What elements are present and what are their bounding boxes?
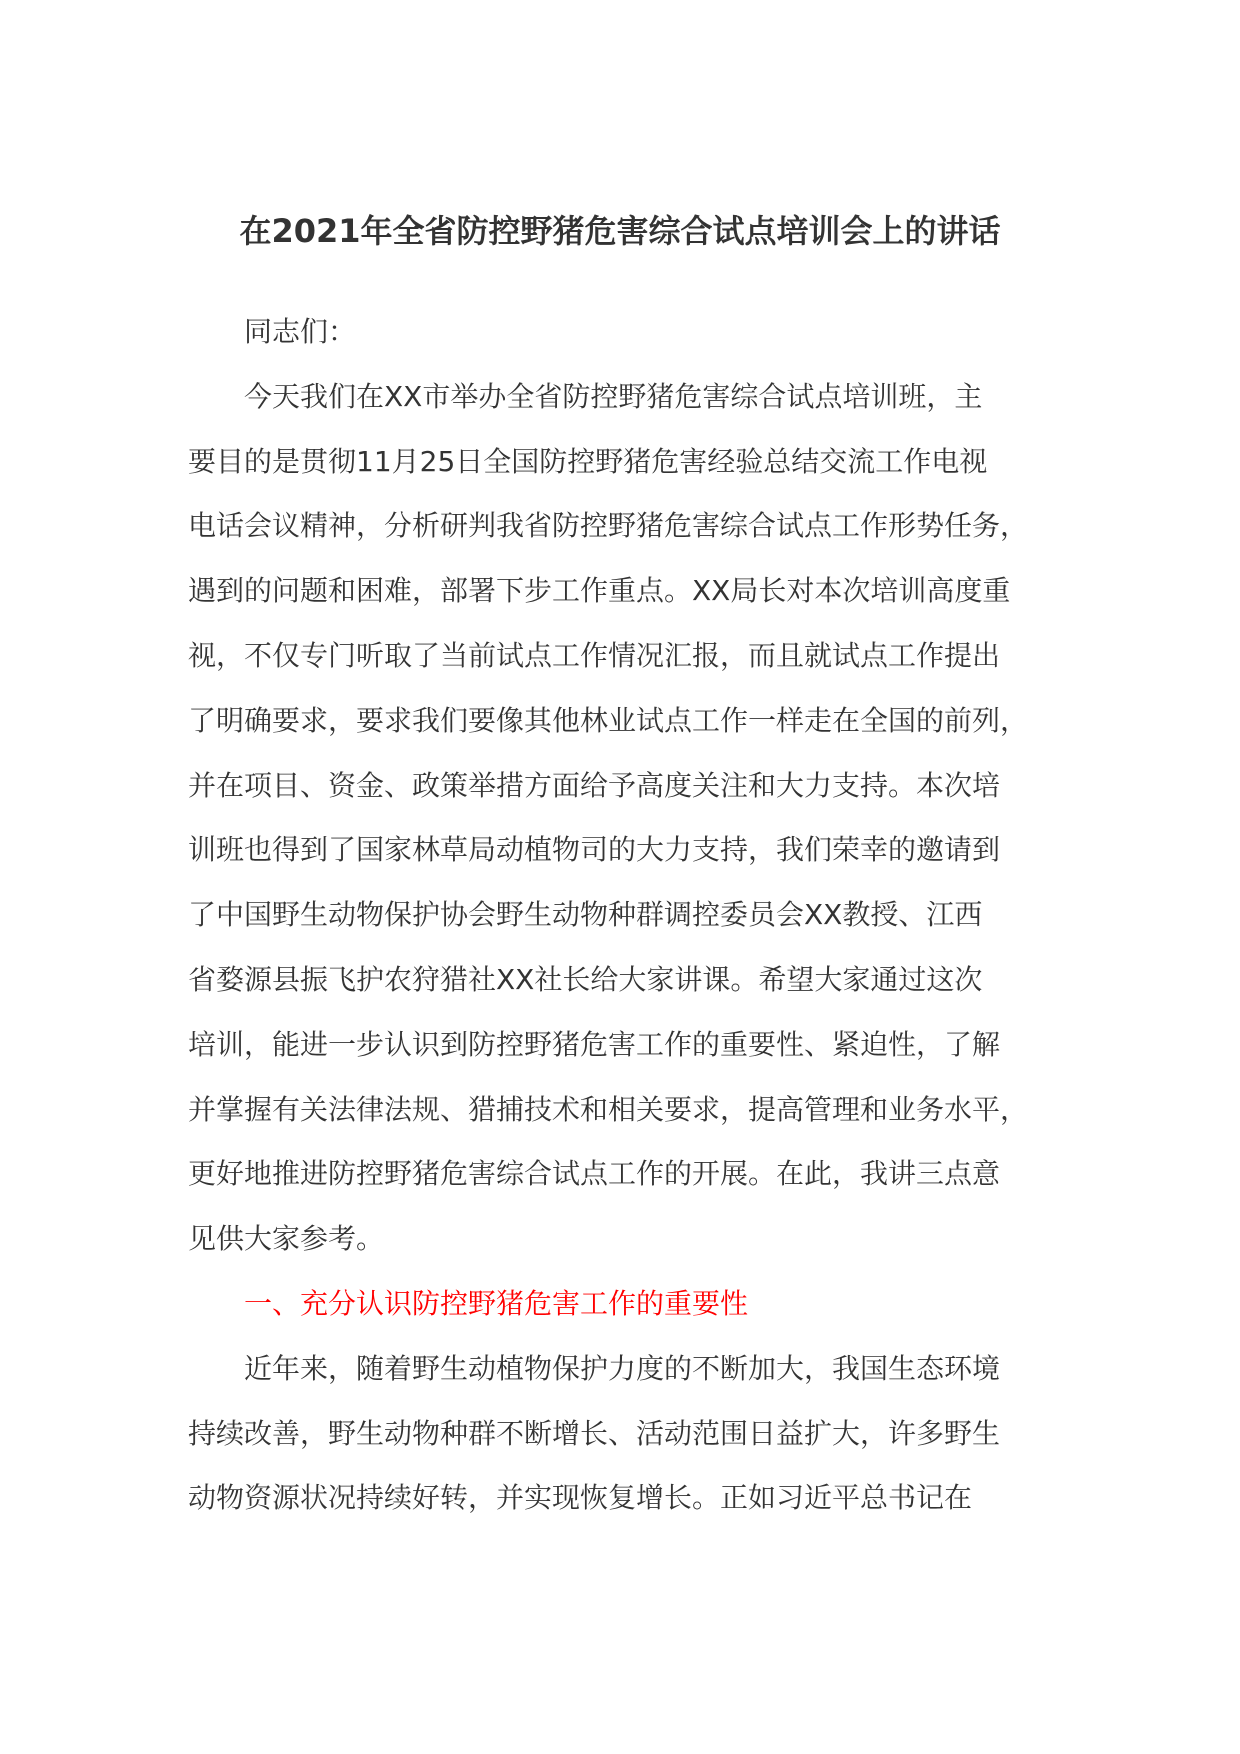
paragraph-line: 了中国野生动物保护协会野生动物种群调控委员会XX教授、江西 xyxy=(188,898,983,932)
paragraph-line: 遇到的问题和困难，部署下步工作重点。XX局长对本次培训高度重 xyxy=(188,574,1011,608)
paragraph-line: 要目的是贯彻11月25日全国防控野猪危害经验总结交流工作电视 xyxy=(188,444,988,478)
paragraph-line: 今天我们在XX市举办全省防控野猪危害综合试点培训班，主 xyxy=(244,379,983,413)
paragraph-line: 视，不仅专门听取了当前试点工作情况汇报，而且就试点工作提出 xyxy=(188,638,1001,672)
paragraph-line: 更好地推进防控野猪危害综合试点工作的开展。在此，我讲三点意 xyxy=(188,1157,1001,1191)
paragraph-intro xyxy=(188,365,1063,1272)
paragraph-line: 培训，能进一步认识到防控野猪危害工作的重要性、紧迫性，了解 xyxy=(188,1027,1001,1061)
document-body xyxy=(188,300,1063,1531)
paragraph-line: 动物资源状况持续好转，并实现恢复增长。正如习近平总书记在 xyxy=(188,1481,973,1515)
salutation: 同志们： xyxy=(244,315,357,348)
paragraph-line: 持续改善，野生动物种群不断增长、活动范围日益扩大，许多野生 xyxy=(188,1416,1001,1450)
paragraph-line: 见供大家参考。 xyxy=(188,1222,385,1256)
paragraph-line: 省婺源县振飞护农狩猎社XX社长给大家讲课。希望大家通过这次 xyxy=(188,962,983,996)
paragraph-line: 并在项目、资金、政策举措方面给予高度关注和大力支持。本次培 xyxy=(188,768,1001,802)
section-heading: 一、充分认识防控野猪危害工作的重要性 xyxy=(244,1286,749,1320)
paragraph-line: 训班也得到了国家林草局动植物司的大力支持，我们荣幸的邀请到 xyxy=(188,833,1001,867)
paragraph-section1 xyxy=(188,1337,1063,1531)
document-title: 在2021年全省防控野猪危害综合试点培训会上的讲话 xyxy=(239,212,1001,250)
paragraph-line: 近年来，随着野生动植物保护力度的不断加大，我国生态环境 xyxy=(244,1351,1001,1385)
paragraph-line: 了明确要求，要求我们要像其他林业试点工作一样走在全国的前列， xyxy=(188,703,1029,737)
paragraph-line: 并掌握有关法律法规、猎捕技术和相关要求，提高管理和业务水平， xyxy=(188,1092,1029,1126)
paragraph-line: 电话会议精神，分析研判我省防控野猪危害综合试点工作形势任务， xyxy=(188,509,1029,543)
